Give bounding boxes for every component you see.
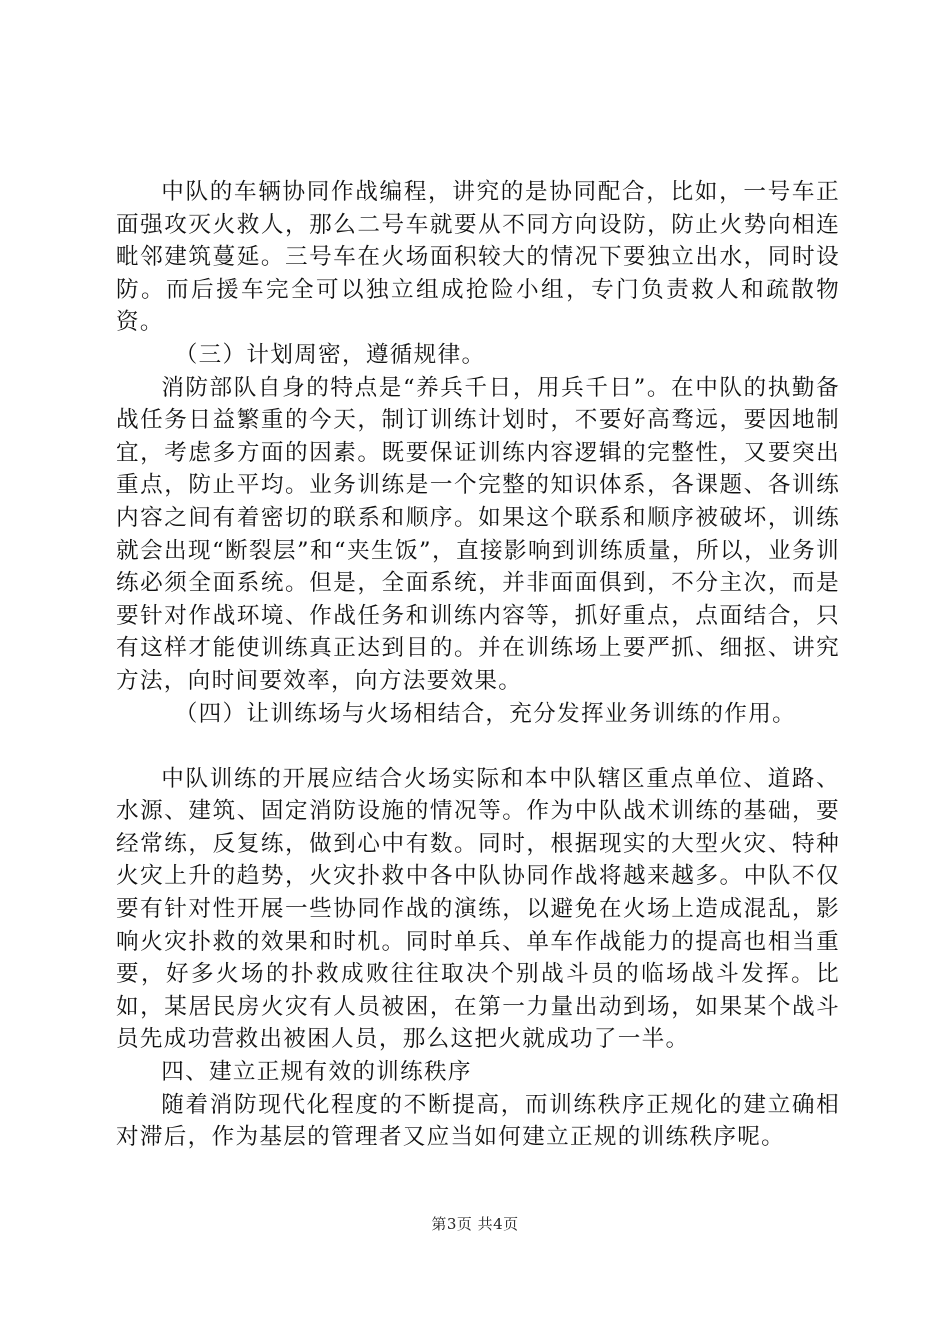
- paragraph-modernization: 随着消防现代化程度的不断提高，而训练秩序正规化的建立确相对滞后，作为基层的管理者又应当如何建立正规的训练秩序呢。: [116, 1091, 840, 1151]
- subheading-training-fireground: （四）让训练场与火场相结合，充分发挥业务训练的作用。: [174, 700, 796, 727]
- subheading-plan-thorough: （三）计划周密，遵循规律。: [174, 341, 486, 368]
- page-footer: 第3页 共4页: [431, 1215, 519, 1233]
- document-body: [116, 176, 840, 1154]
- paragraph-vehicle-coordination: 中队的车辆协同作战编程，讲究的是协同配合，比如，一号车正面强攻灭火救人，那么二号车就要从不同方向设防，防止火势向相连毗邻建筑蔓延。三号车在火场面积较大的情况下要独立出水，同时设防。而后援车完全可以独立组成抢险小组，专门负责救人和疏散物资。: [116, 179, 840, 336]
- section-heading-training-order: 四、建立正规有效的训练秩序: [161, 1059, 472, 1086]
- paragraph-training-plan: 消防部队自身的特点是“养兵千日，用兵千日”。在中队的执勤备战任务日益繁重的今天，制订训练计划时，不要好高骛远，要因地制宜，考虑多方面的因素。既要保证训练内容逻辑的完整性，又要突出重点，防止平均。业务训练是一个完整的知识体系，各课题、各训练内容之间有着密切的联系和顺序。如果这个联系和顺序被破坏，训练就会出现“断裂层”和“夹生饭”，直接影响到训练质量，所以，业务训练必须全面系统。但是，全面系统，并非面面俱到，不分主次，而是要针对作战环境、作战任务和训练内容等，抓好重点，点面结合，只有这样才能使训练真正达到目的。并在训练场上要严抓、细抠、讲究方法，向时间要效率，向方法要效果。: [116, 374, 840, 694]
- blank-line: [116, 730, 840, 763]
- paragraph-squad-training: 中队训练的开展应结合火场实际和本中队辖区重点单位、道路、水源、建筑、固定消防设施的情况等。作为中队战术训练的基础，要经常练，反复练，做到心中有数。同时，根据现实的大型火灾、特种火灾上升的趋势，火灾扑救中各中队协同作战将越来越多。中队不仅要有针对性开展一些协同作战的演练，以避免在火场上造成混乱，影响火灾扑救的效果和时机。同时单兵、单车作战能力的提高也相当重要，好多火场的扑救成败往往取决个别战斗员的临场战斗发挥。比如，某居民房火灾有人员被困，在第一力量出动到场，如果某个战斗员先成功营救出被困人员，那么这把火就成功了一半。: [116, 765, 840, 1053]
